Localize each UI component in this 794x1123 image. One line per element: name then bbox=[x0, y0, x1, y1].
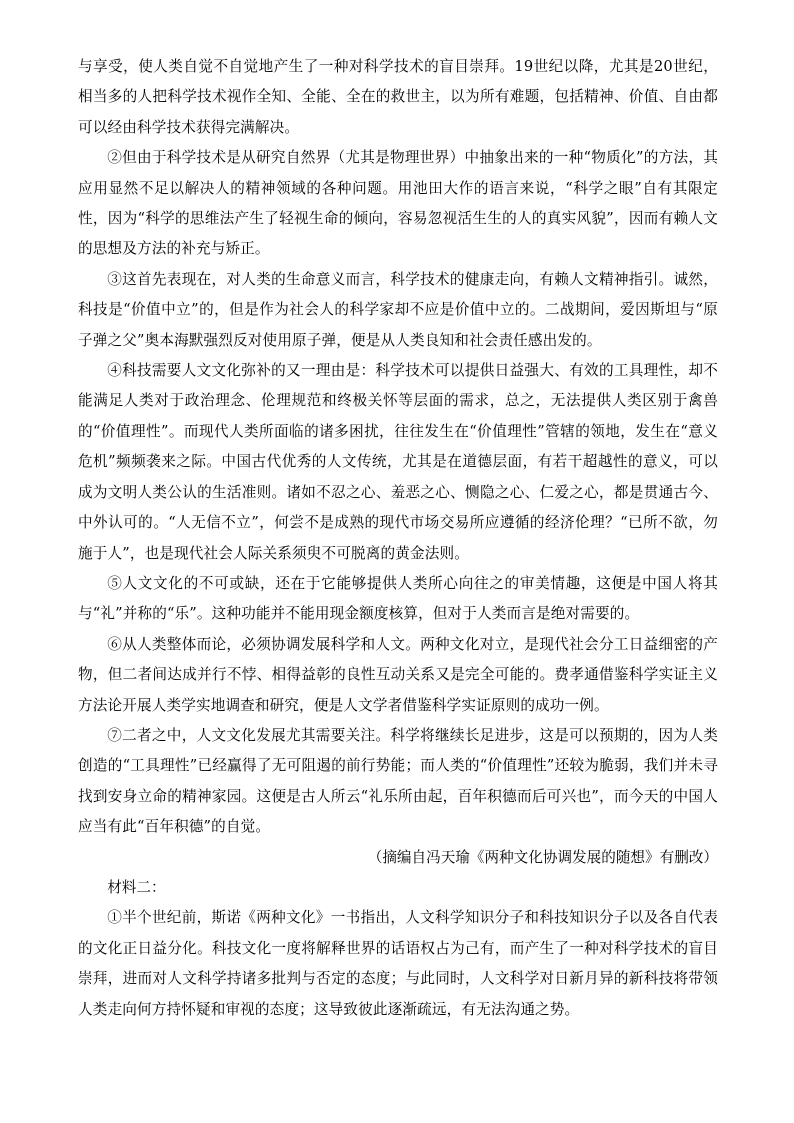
material-2-heading: 材料二： bbox=[107, 878, 166, 896]
document-page bbox=[78, 52, 718, 1025]
paragraph-continued: 与享受，使人类自觉不自觉地产生了一种对科学技术的盲目崇拜。19世纪以降，尤其是20世纪，相当多的人把科学技术视作全知、全能、全在的救世主，以为所有难题，包括精神、价值、自由都可以经由科学技术获得完满解决。 bbox=[78, 58, 718, 136]
paragraph-4: ④科技需要人文文化弥补的又一理由是：科学技术可以提供日益强大、有效的工具理性，却不能满足人类对于政治理念、伦理规范和终极关怀等层面的需求，总之，无法提供人类区别于禽兽的“价值理性”。而现代人类所面临的诸多困扰，往往发生在“价值理性”管辖的领地，发生在“意义危机”频频袭来之际。中国古代优秀的人文传统，尤其是在道德层面，有若干超越性的意义，可以成为文明人类公认的生活准则。诸如不忍之心、羞恶之心、恻隐之心、仁爱之心，都是贯通古今、中外认可的。“人无信不立”，何尝不是成熟的现代市场交易所应遵循的经济伦理？“已所不欲，勿施于人”，也是现代社会人际关系须臾不可脱离的黄金法则。 bbox=[78, 362, 718, 562]
paragraph-7: ⑦二者之中，人文文化发展尤其需要关注。科学将继续长足进步，这是可以预期的，因为人类创造的“工具理性”已经赢得了无可阻遏的前行势能；而人类的“价值理性”还较为脆弱，我们并未寻找到安身立命的精神家园。这便是古人所云“礼乐所由起，百年积德而后可兴也”，而今天的中国人应当有此“百年积德”的自觉。 bbox=[78, 726, 718, 836]
paragraph-2: ②但由于科学技术是从研究自然界（尤其是物理世界）中抽象出来的一种“物质化”的方法，其应用显然不足以解决人的精神领域的各种问题。用池田大作的语言来说，“科学之眼”自有其限定性，因为“科学的思维法产生了轻视生命的倾向，容易忽视活生生的人的真实风貌”，因而有赖人文的思想及方法的补充与矫正。 bbox=[78, 149, 718, 258]
paragraph-5: ⑤人文文化的不可或缺，还在于它能够提供人类所心向往之的审美情趣，这便是中国人将其与“礼”并称的“乐”。这种功能并不能用现金额度核算，但对于人类而言是绝对需要的。 bbox=[78, 574, 718, 623]
material-2-paragraph-1: ①半个世纪前，斯诺《两种文化》一书指出，人文科学知识分子和科技知识分子以及各自代表的文化正日益分化。科技文化一度将解释世界的话语权占为己有，而产生了一种对科学技术的盲目崇拜，进而对人文科学持诸多批判与否定的态度；与此同时，人文科学对日新月异的新科技将带领人类走向何方持怀疑和审视的态度；这导致彼此逐渐疏远，有无法沟通之势。 bbox=[78, 909, 718, 1018]
source-citation: （摘编自冯天瑜《两种文化协调发展的随想》有删改） bbox=[367, 848, 718, 866]
paragraph-3: ③这首先表现在，对人类的生命意义而言，科学技术的健康走向，有赖人文精神指引。诚然，科技是“价值中立”的，但是作为社会人的科学家却不应是价值中立的。二战期间，爱因斯坦与“原子弹之父”奥本海默强烈反对使用原子弹，便是从人类良知和社会责任感出发的。 bbox=[78, 270, 718, 349]
paragraph-6: ⑥从人类整体而论，必须协调发展科学和人文。两种文化对立，是现代社会分工日益细密的产物，但二者间达成并行不悖、相得益彰的良性互动关系又是完全可能的。费孝通借鉴科学实证主义方法论开展人类学实地调查和研究，便是人文学者借鉴科学实证原则的成功一例。 bbox=[78, 635, 718, 714]
